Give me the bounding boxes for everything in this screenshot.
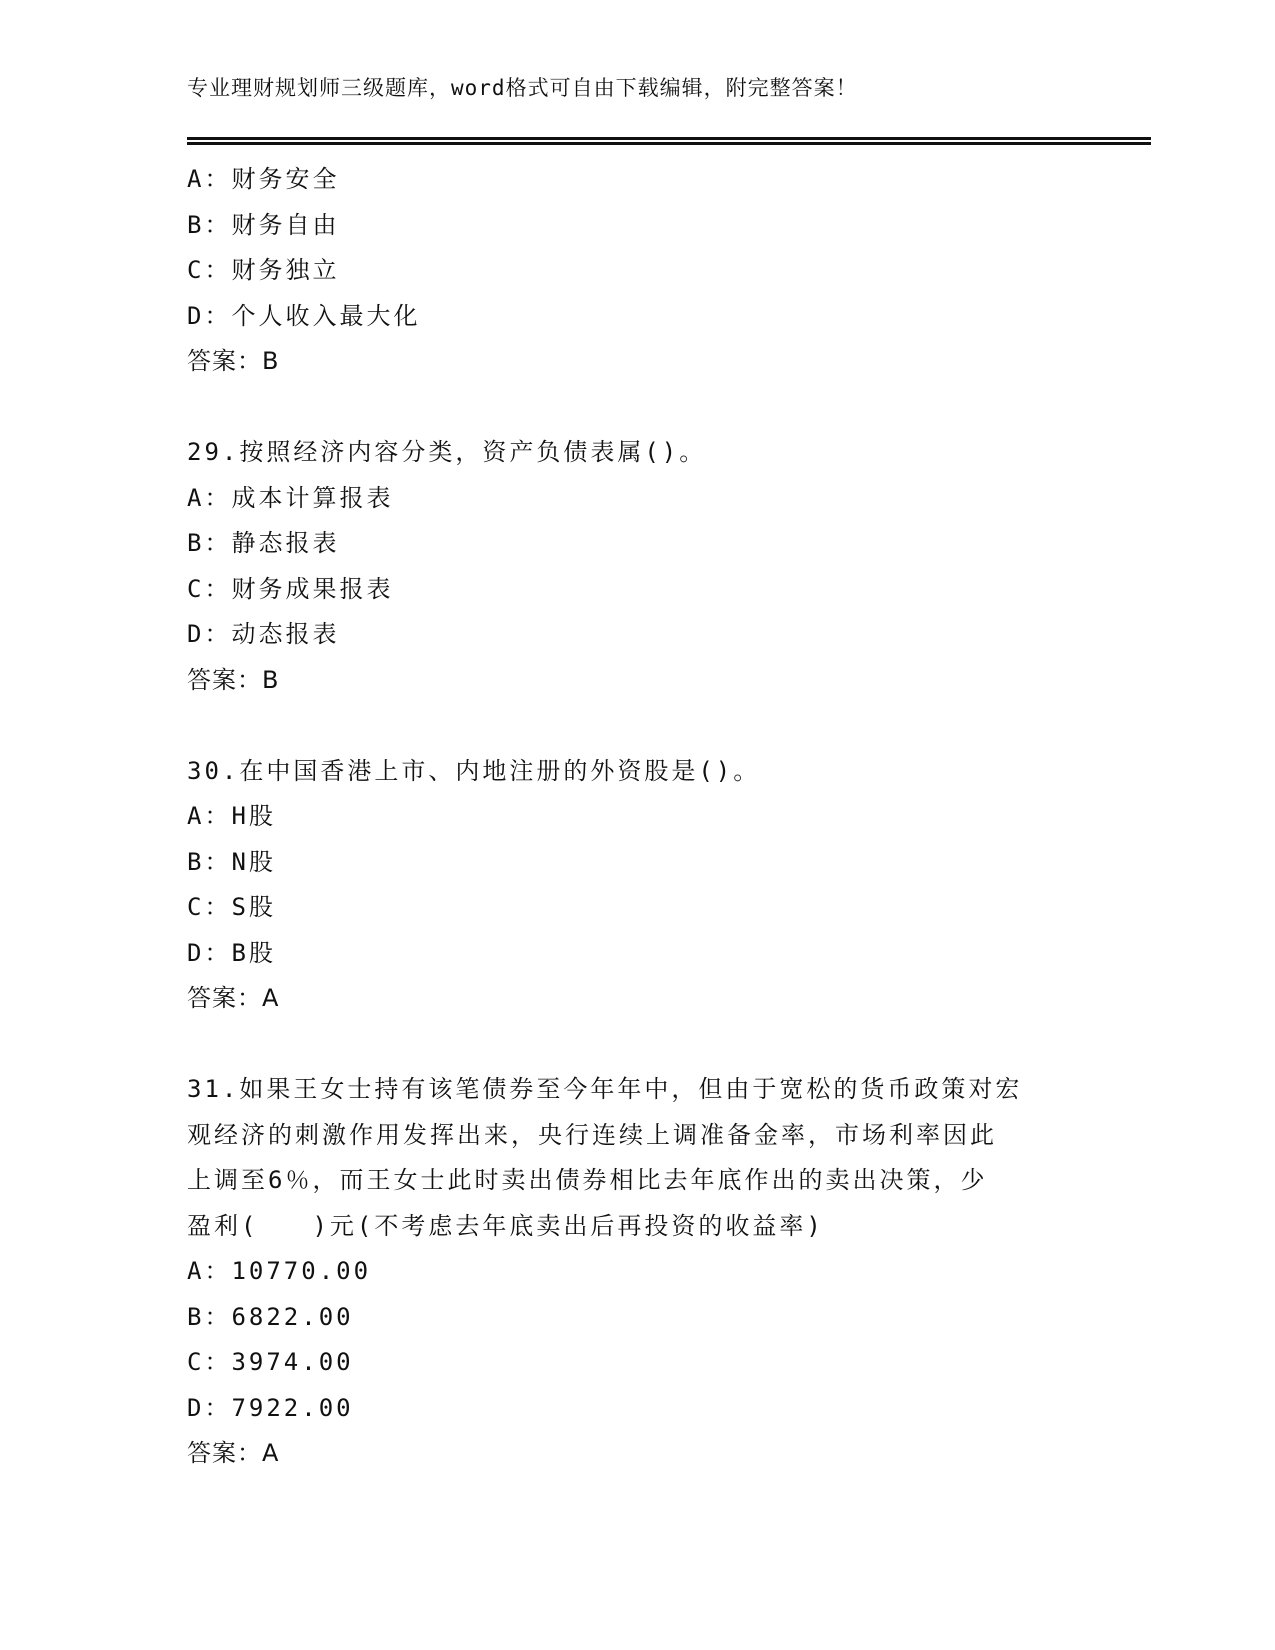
- option-c: C：财务独立: [187, 256, 340, 284]
- option-d: D：个人收入最大化: [187, 301, 421, 330]
- option-b: B：静态报表: [187, 529, 340, 557]
- option-d: D：B股: [187, 938, 276, 967]
- option-c: C：3974.00: [187, 1348, 354, 1376]
- option-a: A：财务安全: [187, 165, 340, 193]
- option-d: D：动态报表: [187, 620, 340, 648]
- header-rule-top: [187, 137, 1151, 140]
- page-header: 专业理财规划师三级题库，word格式可自由下载编辑，附完整答案！: [187, 76, 858, 100]
- option-c: C：财务成果报表: [187, 574, 394, 603]
- header-rule-bottom: [187, 142, 1151, 145]
- question-31: [187, 1067, 1087, 1477]
- stem-line: 31.如果王女士持有该笔债券至今年年中，但由于宽松的货币政策对宏: [187, 1075, 1023, 1103]
- question-30: [187, 749, 1087, 1022]
- option-a: A：10770.00: [187, 1257, 372, 1285]
- answer: 答案：B: [187, 347, 280, 375]
- question-list: [187, 157, 1087, 1477]
- answer: 答案：A: [187, 984, 280, 1012]
- question-stem: 30.在中国香港上市、内地注册的外资股是()。: [187, 756, 761, 785]
- stem-line: 上调至6％，而王女士此时卖出债券相比去年底作出的卖出决策，少: [187, 1166, 988, 1194]
- question-28: [187, 157, 1087, 385]
- option-b: B：财务自由: [187, 210, 340, 239]
- option-d: D：7922.00: [187, 1393, 354, 1422]
- option-b: B：6822.00: [187, 1302, 354, 1331]
- question-stem: [187, 1067, 1087, 1249]
- option-a: A：H股: [187, 802, 276, 830]
- answer: 答案：B: [187, 665, 280, 694]
- option-c: C：S股: [187, 893, 276, 921]
- option-a: A：成本计算报表: [187, 483, 394, 512]
- answer: 答案：A: [187, 1439, 280, 1467]
- option-b: B：N股: [187, 847, 276, 876]
- question-29: [187, 430, 1087, 703]
- stem-line: 盈利( )元(不考虑去年底卖出后再投资的收益率): [187, 1211, 824, 1240]
- question-stem: 29.按照经济内容分类，资产负债表属()。: [187, 438, 707, 466]
- stem-line: 观经济的刺激作用发挥出来，央行连续上调准备金率，市场利率因此: [187, 1120, 997, 1149]
